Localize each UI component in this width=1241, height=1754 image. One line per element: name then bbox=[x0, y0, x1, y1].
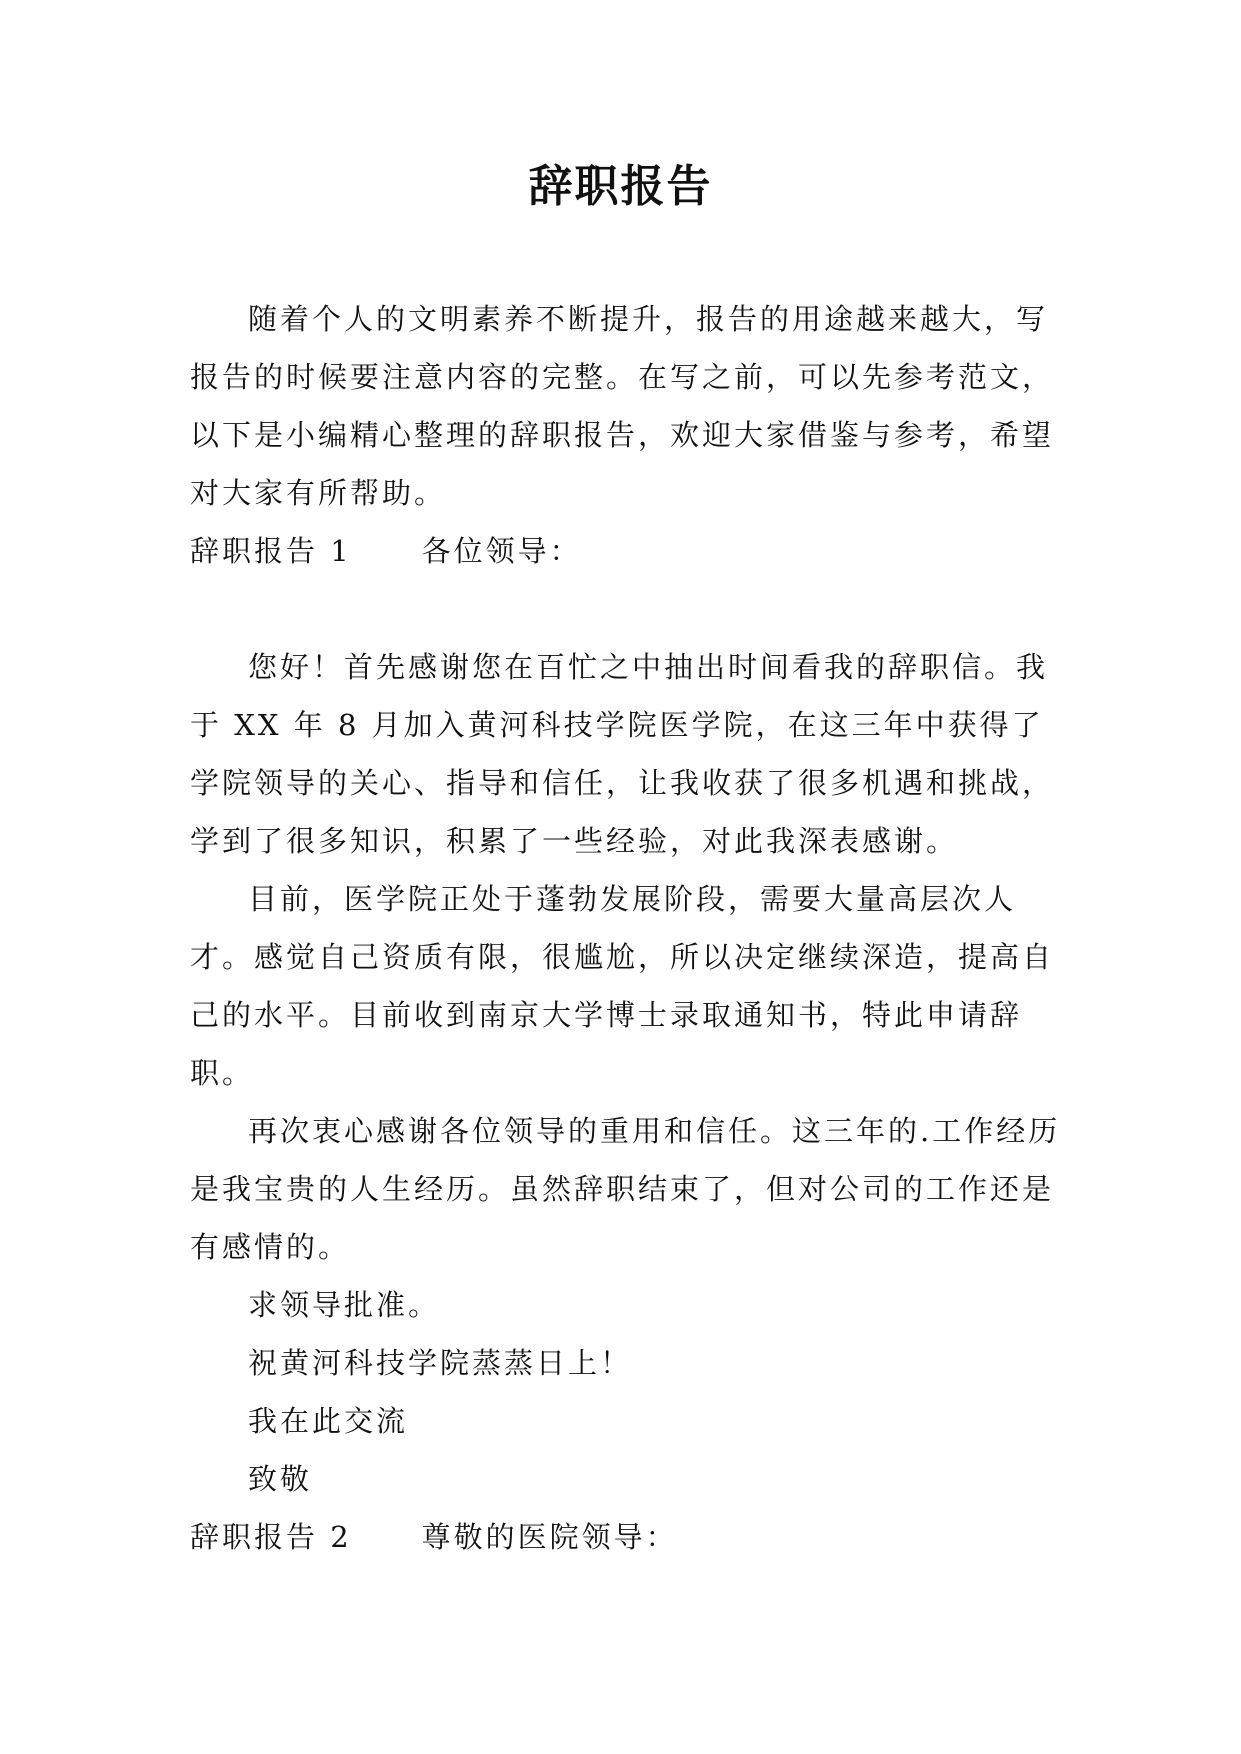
section-1-paragraph: 您好！首先感谢您在百忙之中抽出时间看我的辞职信。我于 XX 年 8 月加入黄河科技学院医学院，在这三年中获得了学院领导的关心、指导和信任，让我收获了很多机遇和挑战，学到了很多知识，积累了一些经验，对此我深表感谢。 bbox=[190, 650, 1055, 858]
document-title: 辞职报告 bbox=[528, 161, 713, 212]
closing-line: 致敬 bbox=[248, 1462, 313, 1496]
blank-line bbox=[190, 580, 1070, 638]
intro-paragraph: 随着个人的文明素养不断提升，报告的用途越来越大，写报告的时候要注意内容的完整。在写之前，可以先参考范文，以下是小编精心整理的辞职报告，欢迎大家借鉴与参考，希望对大家有所帮助。 bbox=[190, 302, 1055, 510]
section-1-paragraph: 目前，医学院正处于蓬勃发展阶段，需要大量高层次人才。感觉自己资质有限，很尴尬，所以决定继续深造，提高自己的水平。目前收到南京大学博士录取通知书，特此申请辞职。 bbox=[190, 882, 1055, 1090]
section-2-heading: 辞职报告 2 bbox=[190, 1520, 352, 1554]
section-1-paragraph: 再次衷心感谢各位领导的重用和信任。这三年的.工作经历是我宝贵的人生经历。虽然辞职结束了，但对公司的工作还是有感情的。 bbox=[190, 1114, 1061, 1264]
section-1-heading-line bbox=[190, 522, 1070, 580]
section-2-heading-line bbox=[190, 1508, 1070, 1566]
document-body bbox=[190, 290, 1070, 1566]
closing-line: 求领导批准。 bbox=[248, 1288, 441, 1322]
closing-line: 我在此交流 bbox=[248, 1404, 409, 1438]
section-1-heading: 辞职报告 1 bbox=[190, 534, 352, 568]
section-1-salutation: 各位领导： bbox=[421, 534, 582, 568]
section-2-salutation: 尊敬的医院领导： bbox=[421, 1520, 678, 1554]
closing-line: 祝黄河科技学院蒸蒸日上！ bbox=[248, 1346, 633, 1380]
